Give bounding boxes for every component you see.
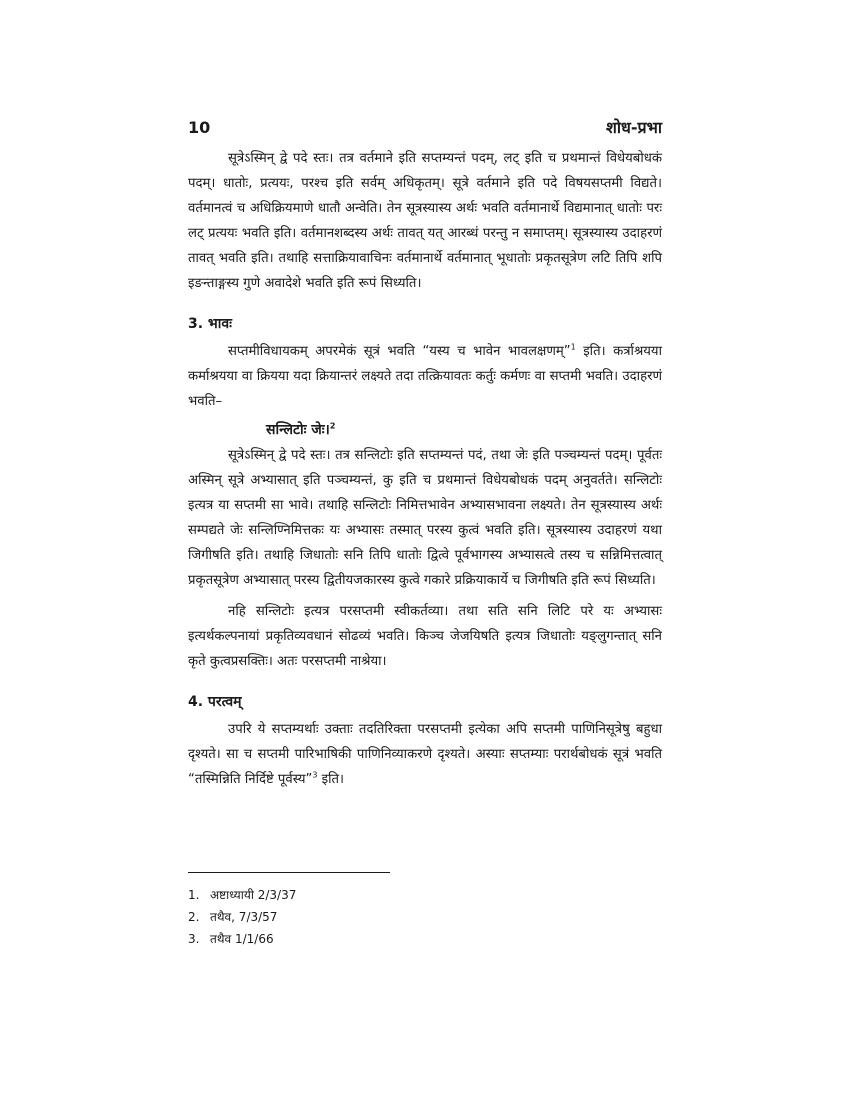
footnote-item bbox=[188, 884, 662, 906]
sutra-line bbox=[266, 420, 662, 439]
footnote-item bbox=[188, 906, 662, 928]
footnote-number: 2. bbox=[188, 910, 200, 924]
footnote-divider bbox=[188, 872, 390, 873]
sutra-text: सन्लिटोः जेः। bbox=[266, 422, 330, 438]
page-header bbox=[188, 116, 662, 138]
paragraph-2-text-a: सप्तमीविधायकम् अपरमेकं सूत्रं भवति “यस्य च भावेन भावलक्षणम्” bbox=[228, 344, 571, 359]
paragraph-5-text-b: इति। bbox=[317, 772, 345, 787]
footnote-ref-3: 3 bbox=[312, 770, 318, 780]
footnote-ref-2: 2 bbox=[329, 421, 336, 431]
footnote-text: तथैव, 7/3/57 bbox=[210, 910, 278, 924]
footnote-text: अष्टाध्यायी 2/3/37 bbox=[210, 888, 297, 902]
paragraph-4: नहि सन्लिटोः इत्यत्र परसप्तमी स्वीकर्तव्या। तथा सति सनि लिटि परे यः अभ्यासः इत्यर्थकल्पनायां प्रकृतिव्यवधानं सोढव्यं भवति। किञ्च जेजयिषति इत्यत्र जिधातोः यङ्लुगन्तात् सनि कृते कुत्वप्रसक्तिः। अतः परसप्तमी नाश्रेया। bbox=[188, 604, 662, 669]
paragraph-5 bbox=[188, 717, 662, 792]
footnote-ref-1: 1 bbox=[570, 342, 576, 352]
paragraph-2-text-b: इति। कर्त्राश्रयया कर्माश्रयया वा क्रियया यदा क्रियान्तरं लक्ष्यते तदा तत्क्रियावतः कर्तुः कर्मणः वा सप्तमी भवति। उदाहरणं भवति– bbox=[188, 344, 662, 409]
footnote-number: 1. bbox=[188, 888, 200, 902]
footnote-number: 3. bbox=[188, 932, 200, 946]
paragraph-5-text-a: उपरि ये सप्तम्यर्थाः उक्ताः तदतिरिक्ता परसप्तमी इत्येका अपि सप्तमी पाणिनिसूत्रेषु बहुधा दृश्यते। सा च सप्तमी पारिभाषिकी पाणिनिव्याकरणे दृश्यते। अस्याः सप्तम्याः परार्थबोधकं सूत्रं भवति “तस्मिन्निति निर्दिष्टे पूर्वस्य” bbox=[188, 722, 662, 787]
paragraph-1: सूत्रेऽस्मिन् द्वे पदे स्तः। तत्र वर्तमाने इति सप्तम्यन्तं पदम्, लट् इति च प्रथमान्तं विधेयबोधकं पदम्। धातोः, प्रत्ययः, परश्च इति सर्वम् अधिकृतम्। सूत्रे वर्तमाने इति पदे विषयसप्तमी विद्यते। वर्तमानत्वं च अधिक्रियमाणे धातौ अन्वेति। तेन सूत्रस्यास्य अर्थः भवति वर्तमानार्थे विद्यमानात् धातोः परः लट् प्रत्ययः भवति इति। वर्तमानशब्दस्य अर्थः तावत् यत् आरब्धं परन्तु न समाप्तम्। सूत्रस्यास्य उदाहरणं तावत् भवति इति। तथाहि सत्ताक्रियावाचिनः वर्तमानार्थे वर्तमानात् भूधातोः प्रकृतसूत्रेण लटि तिपि शपि इङन्ताङ्गस्य गुणे अवादेशे भवति इति रूपं सिध्यति। bbox=[188, 151, 662, 291]
paragraph-3: सूत्रेऽस्मिन् द्वे पदे स्तः। तत्र सन्लिटोः इति सप्तम्यन्तं पदं, तथा जेः इति पञ्चम्यन्तं पदम्। पूर्वतः अस्मिन् सूत्रे अभ्यासात् इति पञ्चम्यन्तं, कु इति च प्रथमान्तं विधेयबोधकं पदम् अनुवर्तते। सन्लिटोः इत्यत्र या सप्तमी सा भावे। तथाहि सन्लिटोः निमित्तभावेन अभ्यासभावना लक्ष्यते। तेन सूत्रस्यास्य अर्थः सम्पद्यते जेः सन्लिण्निमित्तकः यः अभ्यासः तस्मात् परस्य कुत्वं भवति इति। सूत्रस्यास्य उदाहरणं यथा जिगीषति इति। तथाहि जिधातोः सनि तिपि धातोः द्वित्वे पूर्वभागस्य अभ्यासत्वे तस्य च सन्निमित्तत्वात् प्रकृतसूत्रेण अभ्यासात् परस्य द्वितीयजकारस्य कुत्वे गकारे प्रक्रियाकार्ये च जिगीषति इति रूपं सिध्यति। bbox=[188, 448, 662, 588]
main-text bbox=[188, 146, 662, 792]
journal-title: शोध-प्रभा bbox=[605, 118, 662, 137]
section-heading-4: 4. परत्वम् bbox=[188, 694, 242, 710]
paragraph-2 bbox=[188, 339, 662, 414]
footnote-item bbox=[188, 928, 662, 950]
page-number: 10 bbox=[188, 118, 211, 137]
footnote-text: तथैव 1/1/66 bbox=[210, 932, 274, 946]
footnotes bbox=[188, 884, 662, 950]
section-heading-3: 3. भावः bbox=[188, 316, 233, 332]
